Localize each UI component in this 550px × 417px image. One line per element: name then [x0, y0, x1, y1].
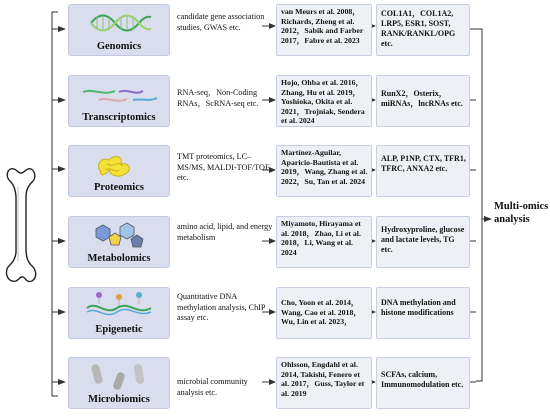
bacteria-icon — [69, 358, 169, 396]
rna-strands-icon — [69, 76, 169, 110]
dna-helix-icon — [69, 5, 169, 39]
markers-text: ALP, P1NP, CTX, TFR1, TFRC, ANXA2 etc. — [381, 154, 466, 173]
references-box — [276, 216, 372, 268]
references-box — [276, 287, 372, 339]
methods-text: Quantitative DNA methylation analysis, ChIP assay etc. — [177, 292, 266, 322]
markers-box — [376, 4, 470, 56]
protein-fold-icon — [69, 146, 169, 182]
omic-box-epigenetic — [68, 287, 170, 339]
references-box — [276, 4, 372, 56]
methods-text: candidate gene association studies, GWAS etc. — [177, 12, 265, 32]
markers-box — [376, 287, 470, 339]
omic-box-microbiomics — [68, 357, 170, 409]
omic-box-genomics — [68, 4, 170, 56]
omic-box-proteomics — [68, 145, 170, 197]
methods-text: TMT proteomics, LC–MS/MS, MALDI-TOF/TOF etc. — [177, 152, 270, 182]
omic-label: Transcriptomics — [82, 112, 156, 123]
molecule-icon — [69, 217, 169, 253]
markers-box — [376, 75, 470, 127]
references-text: Miyamoto, Hirayama et al. 2018，Zhao, Li et al. 2018，Li, Wang et al. 2024 — [281, 219, 361, 257]
omic-label: Genomics — [96, 41, 142, 52]
markers-text: COL1A1，COL1A2, LRP5, ESR1, SOST, RANK/RANKL/OPG etc. — [381, 9, 456, 48]
markers-text: SCFAs, calcium, Immunomodulation etc. — [381, 370, 464, 389]
markers-box — [376, 145, 470, 197]
references-text: Hojo, Ohba et al. 2016，Zhang, Hu et al. 2019，Yoshioka, Okita et al. 2021，Trojniak, Sendera et al. 2024 — [281, 78, 365, 125]
references-box — [276, 357, 372, 409]
omic-label: Microbiomics — [88, 394, 150, 405]
references-text: Martínez-Aguilar, Aparicio-Bautista et al. 2019，Wang, Zhang et al. 2022，Su, Tan et al. 2024 — [281, 148, 368, 186]
references-text: van Meurs et al. 2008，Richards, Zheng et al. 2012，Sabik and Farber 2017，Fabre et al. 2023 — [281, 7, 364, 45]
markers-box — [376, 357, 470, 409]
methylation-icon — [69, 288, 169, 324]
markers-text: DNA methylation and histone modifications — [381, 298, 456, 317]
references-box — [276, 75, 372, 127]
omic-label: Epigenetic — [95, 324, 143, 335]
methods-text: RNA-seq，Non-Coding RNAs，ScRNA-seq etc. — [177, 88, 259, 108]
omic-label: Metabolomics — [87, 253, 151, 264]
references-box — [276, 145, 372, 197]
references-text: Cho, Yoon et al. 2014，Wang, Cao et al. 2018，Wu, Lin et al. 2023， — [281, 298, 362, 326]
references-text: Ohlsson, Engdahl et al. 2014, Takishi, Fenero et al. 2017，Guss, Taylor et al. 2019 — [281, 360, 365, 398]
markers-box — [376, 216, 470, 268]
methods-text: microbial community analysis etc. — [177, 377, 248, 397]
omic-label: Proteomics — [94, 182, 144, 193]
markers-text: Hydroxyproline, glucose and lactate levels, TG etc. — [381, 225, 465, 254]
markers-text: RunX2，Osterix，miRNAs，lncRNAs etc. — [381, 89, 463, 108]
omic-box-metabolomics — [68, 216, 170, 268]
bone-icon — [4, 165, 38, 285]
methods-text: amino acid, lipid, and energy metabolism — [177, 222, 273, 242]
multi-omics-label: Multi-omics analysis — [494, 201, 549, 225]
omic-box-transcriptomics — [68, 75, 170, 127]
